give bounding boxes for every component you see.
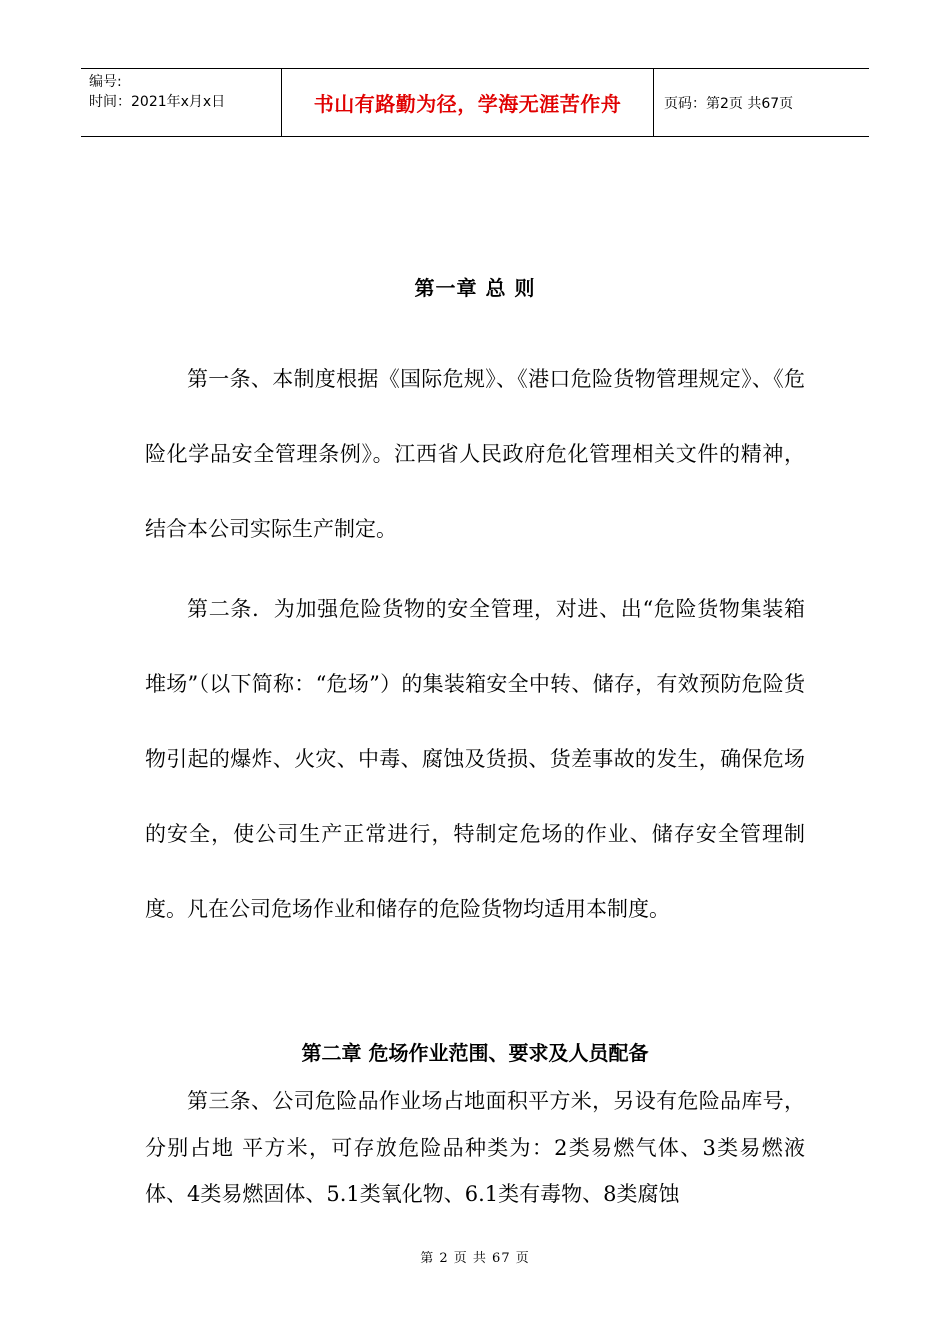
page-footer: 第 2 页 共 67 页 [420, 1251, 530, 1266]
date-label: 时间：2021年x月x日 [89, 94, 226, 110]
header-page-cell [654, 69, 869, 136]
document-header [81, 68, 869, 137]
article-2-paragraph: 第二条．为加强危险货物的安全管理，对进、出“危险货物集装箱堆场”（以下简称：“危场”）的集装箱安全中转、储存，有效预防危险货物引起的爆炸、火灾、中毒、腐蚀及货损、货差事故的发生，确保危场的安全，使公司生产正常进行，特制定危场的作业、储存安全管理制度。凡在公司危场作业和储存的危险货物均适用本制度。 [145, 597, 805, 921]
article-1-paragraph: 第一条、本制度根据《国际危规》、《港口危险货物管理规定》、《危险化学品安全管理条例》。江西省人民政府危化管理相关文件的精神，结合本公司实际生产制定。 [145, 367, 805, 541]
header-motto-cell [282, 69, 654, 136]
chapter-2-title: 第二章 危场作业范围、要求及人员配备 [301, 1041, 649, 1065]
chapter-1-title: 第一章 总 则 [414, 276, 536, 300]
article-3-paragraph: 第三条、公司危险品作业场占地面积平方米，另设有危险品库号，分别占地 平方米，可存放危险品种类为：2类易燃气体、3类易燃液体、4类易燃固体、5.1类氧化物、6.1类有毒物、8类腐蚀 [145, 1089, 805, 1206]
header-left-cell [81, 69, 282, 136]
serial-number-label: 编号: [89, 74, 122, 90]
page-info: 页码：第2页 共67页 [664, 95, 794, 112]
motto-text: 书山有路勤为径，学海无涯苦作舟 [313, 92, 622, 116]
